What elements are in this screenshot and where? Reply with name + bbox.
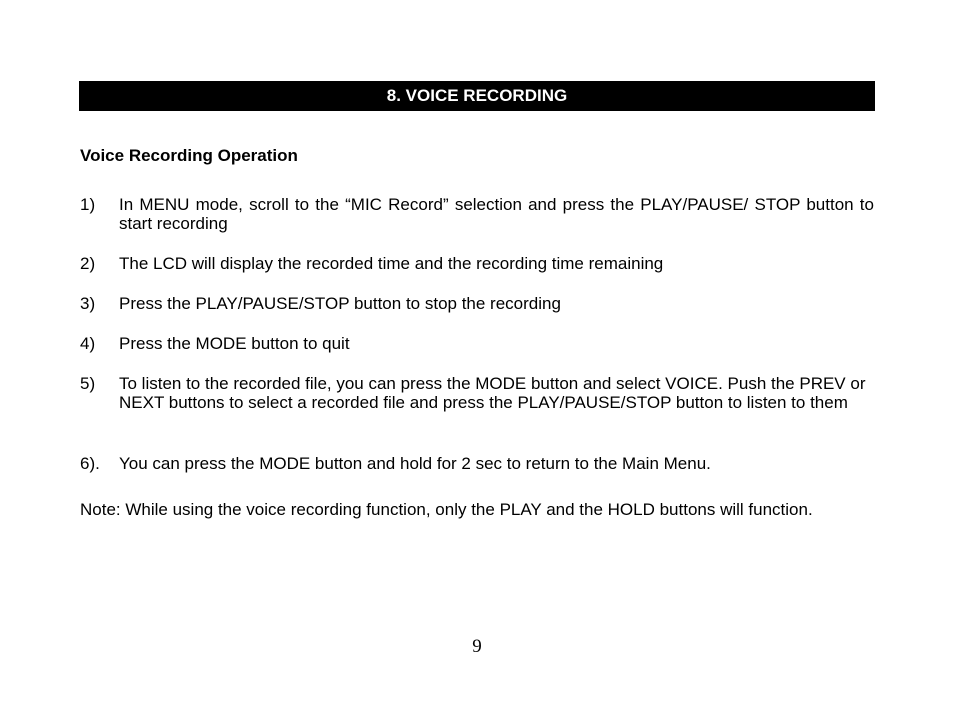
step-number: 3) xyxy=(80,294,96,313)
step-text: You can press the MODE button and hold for 2 sec to return to the Main Menu. xyxy=(119,454,711,473)
step-text: Press the PLAY/PAUSE/STOP button to stop the recording xyxy=(119,294,561,313)
step-number: 4) xyxy=(80,334,96,353)
step-text: The LCD will display the recorded time and the recording time remaining xyxy=(119,254,664,273)
page-number: 9 xyxy=(472,636,482,657)
list-item xyxy=(80,195,874,233)
step-text: Press the MODE button to quit xyxy=(119,334,350,353)
list-item xyxy=(80,254,874,273)
step-number: 2) xyxy=(80,254,96,273)
list-item xyxy=(80,334,874,353)
step-number: 1) xyxy=(80,195,96,214)
step-text: To listen to the recorded file, you can press the MODE button and select VOICE. Push the PREV or NEXT buttons to select a recorded file and press the PLAY/PAUSE/STOP button to listen to them xyxy=(119,374,866,412)
list-item xyxy=(80,454,874,473)
list-item xyxy=(80,374,874,412)
step-text: In MENU mode, scroll to the “MIC Record” selection and press the PLAY/PAUSE/ STOP button to start recording xyxy=(119,195,874,233)
step-number: 5) xyxy=(80,374,96,393)
note-paragraph: Note: While using the voice recording function, only the PLAY and the HOLD buttons will function. xyxy=(80,500,813,519)
section-title: 8. VOICE RECORDING xyxy=(79,81,875,111)
step-number: 6). xyxy=(80,454,100,473)
list-item xyxy=(80,294,874,313)
subheading: Voice Recording Operation xyxy=(80,146,298,165)
